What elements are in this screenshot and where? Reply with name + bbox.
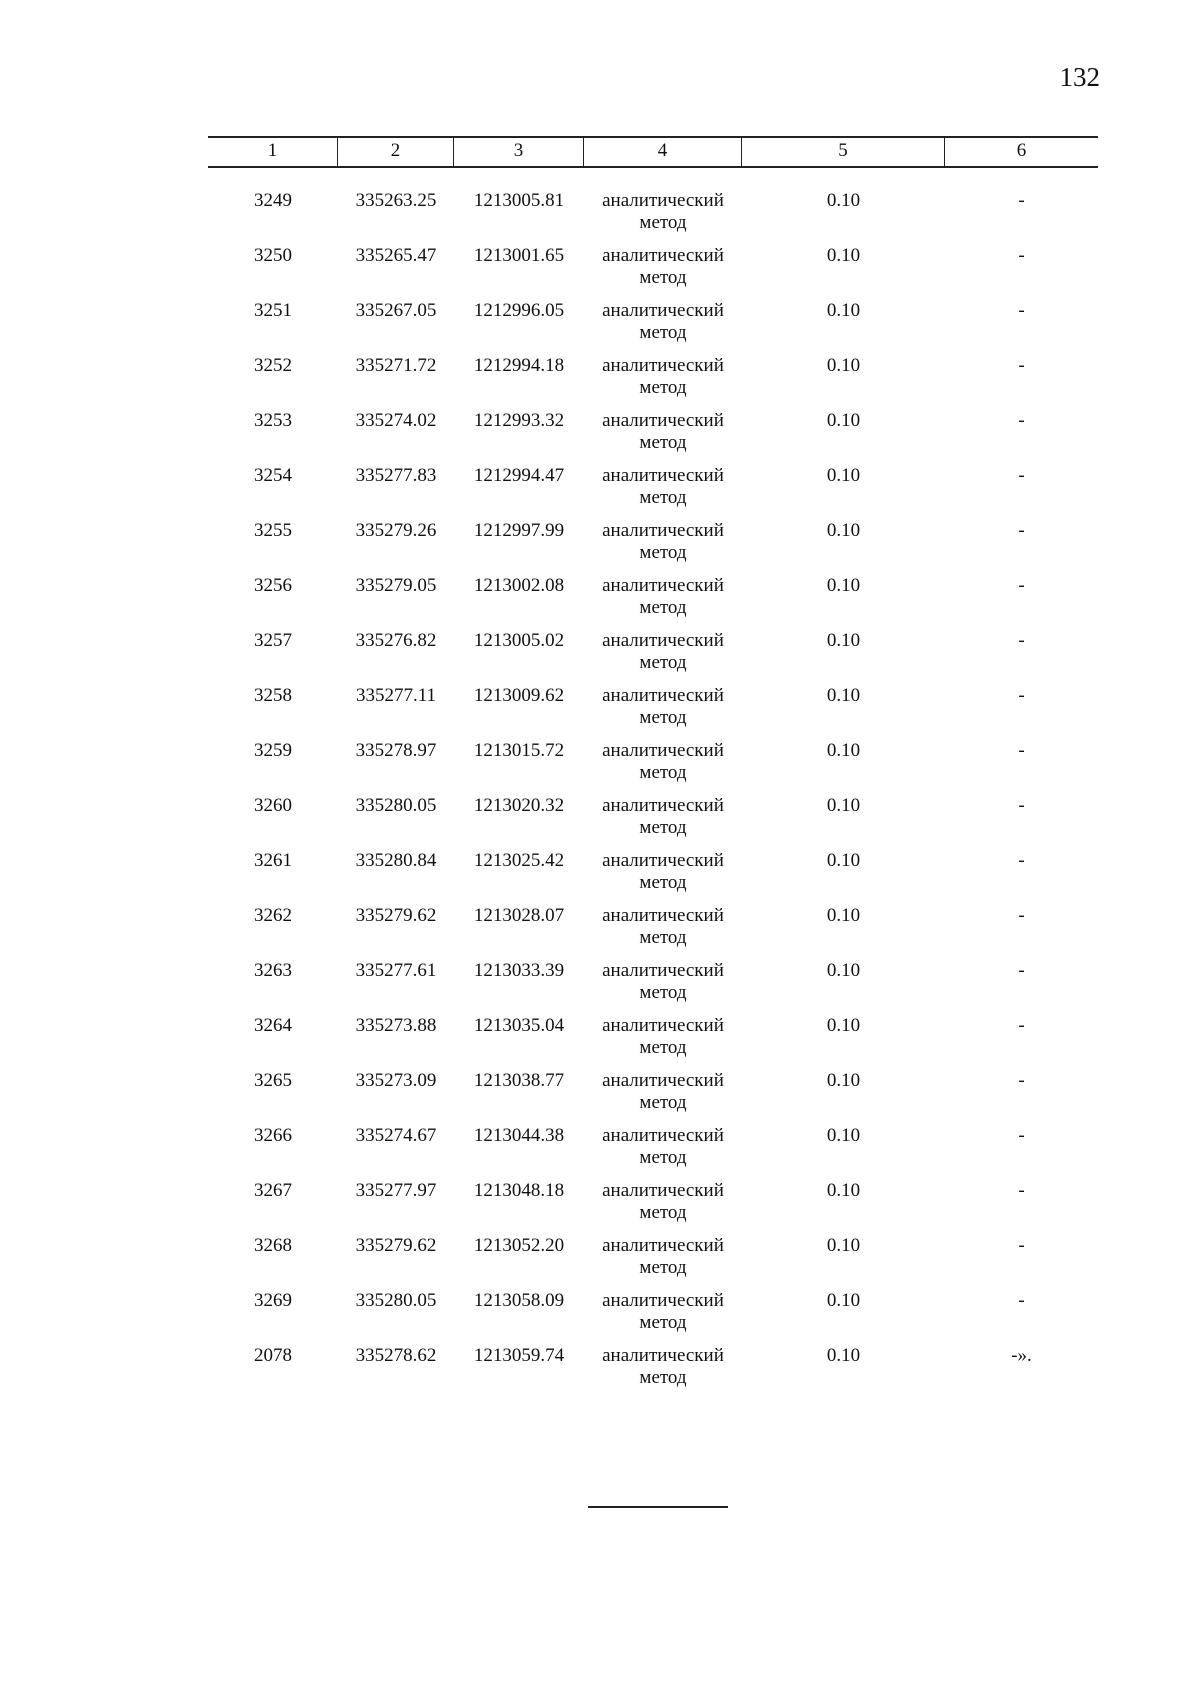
table-row [208,520,1098,575]
point-number: 3265 [254,1070,292,1091]
precision: 0.10 [826,960,861,981]
method-line-1: аналитический [602,905,724,926]
coord-x: 335265.47 [355,245,437,266]
coord-x: 335279.62 [355,905,437,926]
method-line-2: метод [639,1147,687,1168]
method-cell [584,630,742,685]
method-line-2: метод [639,432,687,453]
method-line-2: метод [639,1037,687,1058]
point-number: 3261 [254,850,292,871]
table-row [208,245,1098,300]
coord-x: 335276.82 [355,630,437,651]
precision: 0.10 [826,795,861,816]
coord-x: 335280.05 [355,1290,437,1311]
table-row [208,1070,1098,1125]
description: - [1018,905,1025,926]
precision: 0.10 [826,685,861,706]
coord-y: 1212994.18 [473,355,565,376]
table-row [208,355,1098,410]
method-line-1: аналитический [602,355,724,376]
table-row [208,905,1098,960]
method-line-1: аналитический [602,630,724,651]
point-number: 2078 [254,1345,292,1366]
method-line-2: метод [639,212,687,233]
coord-x: 335280.05 [355,795,437,816]
description: - [1018,960,1025,981]
method-line-1: аналитический [602,1290,724,1311]
description: - [1018,1180,1025,1201]
method-cell [584,355,742,410]
description: - [1018,190,1025,211]
table-row [208,630,1098,685]
description: - [1018,245,1025,266]
description: - [1018,740,1025,761]
precision: 0.10 [826,410,861,431]
method-line-2: метод [639,1367,687,1388]
point-number: 3258 [254,685,292,706]
coord-y: 1212993.32 [473,410,565,431]
precision: 0.10 [826,630,861,651]
precision: 0.10 [826,465,861,486]
header-col-5: 5 [742,138,945,166]
coord-x: 335278.97 [355,740,437,761]
method-line-2: метод [639,927,687,948]
point-number: 3254 [254,465,292,486]
coord-y: 1213002.08 [473,575,565,596]
method-line-1: аналитический [602,1345,724,1366]
precision: 0.10 [826,850,861,871]
method-cell [584,190,742,245]
point-number: 3264 [254,1015,292,1036]
method-line-1: аналитический [602,740,724,761]
table-row [208,410,1098,465]
table-row [208,300,1098,355]
precision: 0.10 [826,1070,861,1091]
method-cell [584,575,742,630]
coord-x: 335267.05 [355,300,437,321]
method-line-1: аналитический [602,850,724,871]
point-number: 3253 [254,410,292,431]
point-number: 3256 [254,575,292,596]
method-line-1: аналитический [602,575,724,596]
precision: 0.10 [826,575,861,596]
point-number: 3252 [254,355,292,376]
method-line-1: аналитический [602,960,724,981]
table-row [208,960,1098,1015]
method-line-1: аналитический [602,190,724,211]
method-line-2: метод [639,707,687,728]
coord-x: 335263.25 [355,190,437,211]
coord-y: 1213038.77 [473,1070,565,1091]
description: - [1018,1015,1025,1036]
method-line-1: аналитический [602,795,724,816]
method-cell [584,1235,742,1290]
method-line-2: метод [639,762,687,783]
description: -». [1011,1345,1032,1366]
method-line-1: аналитический [602,1070,724,1091]
point-number: 3259 [254,740,292,761]
method-line-2: метод [639,1202,687,1223]
table-row [208,1235,1098,1290]
coord-y: 1212996.05 [473,300,565,321]
precision: 0.10 [826,245,861,266]
coord-y: 1212994.47 [473,465,565,486]
method-cell [584,245,742,300]
table-row [208,575,1098,630]
description: - [1018,520,1025,541]
point-number: 3250 [254,245,292,266]
coord-y: 1213001.65 [473,245,565,266]
precision: 0.10 [826,1180,861,1201]
coord-x: 335277.97 [355,1180,437,1201]
coord-x: 335279.05 [355,575,437,596]
method-line-1: аналитический [602,520,724,541]
table-row [208,1015,1098,1070]
description: - [1018,1125,1025,1146]
table-row [208,1345,1098,1400]
table-row [208,1290,1098,1345]
point-number: 3249 [254,190,292,211]
method-line-1: аналитический [602,465,724,486]
header-col-6: 6 [1016,140,1027,161]
description: - [1018,575,1025,596]
coord-y: 1213048.18 [473,1180,565,1201]
precision: 0.10 [826,740,861,761]
method-line-1: аналитический [602,410,724,431]
method-cell [584,795,742,850]
point-number: 3266 [254,1125,292,1146]
precision: 0.10 [826,1015,861,1036]
table-row [208,740,1098,795]
method-cell [584,465,742,520]
table-row [208,795,1098,850]
coord-x: 335274.67 [355,1125,437,1146]
coord-y: 1213028.07 [473,905,565,926]
end-rule [588,1506,728,1508]
coord-x: 335279.26 [355,520,437,541]
coord-y: 1213005.81 [473,190,565,211]
precision: 0.10 [826,1235,861,1256]
coord-x: 335279.62 [355,1235,437,1256]
method-line-1: аналитический [602,1235,724,1256]
header-col-2: 2 [338,138,454,166]
coord-y: 1213009.62 [473,685,565,706]
method-cell [584,740,742,795]
precision: 0.10 [826,1345,861,1366]
precision: 0.10 [826,1290,861,1311]
coord-y: 1213020.32 [473,795,565,816]
coord-x: 335277.61 [355,960,437,981]
table-row [208,190,1098,245]
table-row [208,850,1098,905]
coord-y: 1213059.74 [473,1345,565,1366]
method-line-2: метод [639,982,687,1003]
point-number: 3260 [254,795,292,816]
method-line-1: аналитический [602,1180,724,1201]
table-row [208,1125,1098,1180]
coord-x: 335271.72 [355,355,437,376]
description: - [1018,685,1025,706]
point-number: 3251 [254,300,292,321]
method-line-1: аналитический [602,300,724,321]
point-number: 3263 [254,960,292,981]
method-cell [584,520,742,575]
method-line-2: метод [639,377,687,398]
coord-y: 1212997.99 [473,520,565,541]
method-line-2: метод [639,322,687,343]
table-body [208,190,1098,1400]
precision: 0.10 [826,905,861,926]
method-line-2: метод [639,817,687,838]
table-header [208,136,1098,168]
header-col-1: 1 [208,138,338,166]
table-row [208,1180,1098,1235]
description: - [1018,795,1025,816]
point-number: 3255 [254,520,292,541]
method-line-2: метод [639,872,687,893]
precision: 0.10 [826,300,861,321]
method-cell [584,410,742,465]
coord-x: 335273.09 [355,1070,437,1091]
coord-y: 1213005.02 [473,630,565,651]
coord-x: 335277.11 [355,685,437,706]
coord-y: 1213035.04 [473,1015,565,1036]
coord-y: 1213052.20 [473,1235,565,1256]
method-line-2: метод [639,652,687,673]
coord-y: 1213015.72 [473,740,565,761]
coord-x: 335280.84 [355,850,437,871]
precision: 0.10 [826,355,861,376]
precision: 0.10 [826,1125,861,1146]
table-row [208,465,1098,520]
description: - [1018,850,1025,871]
description: - [1018,300,1025,321]
coord-x: 335274.02 [355,410,437,431]
coord-x: 335277.83 [355,465,437,486]
description: - [1018,410,1025,431]
description: - [1018,1235,1025,1256]
method-line-2: метод [639,542,687,563]
method-line-2: метод [639,487,687,508]
method-line-1: аналитический [602,1125,724,1146]
coord-x: 335278.62 [355,1345,437,1366]
method-cell [584,685,742,740]
coord-y: 1213044.38 [473,1125,565,1146]
method-cell [584,1180,742,1235]
header-col-3: 3 [454,138,584,166]
coord-y: 1213033.39 [473,960,565,981]
method-cell [584,850,742,905]
description: - [1018,630,1025,651]
table-row [208,685,1098,740]
method-cell [584,1290,742,1345]
method-line-2: метод [639,1257,687,1278]
method-cell [584,905,742,960]
method-line-1: аналитический [602,685,724,706]
point-number: 3269 [254,1290,292,1311]
point-number: 3268 [254,1235,292,1256]
description: - [1018,465,1025,486]
method-line-2: метод [639,1312,687,1333]
coord-y: 1213058.09 [473,1290,565,1311]
precision: 0.10 [826,190,861,211]
method-cell [584,1015,742,1070]
method-line-2: метод [639,1092,687,1113]
precision: 0.10 [826,520,861,541]
header-col-4: 4 [584,138,742,166]
method-cell [584,1345,742,1400]
method-line-2: метод [639,267,687,288]
point-number: 3267 [254,1180,292,1201]
description: - [1018,1070,1025,1091]
point-number: 3262 [254,905,292,926]
method-line-1: аналитический [602,245,724,266]
method-line-2: метод [639,597,687,618]
method-cell [584,1125,742,1180]
method-line-1: аналитический [602,1015,724,1036]
description: - [1018,355,1025,376]
point-number: 3257 [254,630,292,651]
method-cell [584,960,742,1015]
method-cell [584,1070,742,1125]
coord-y: 1213025.42 [473,850,565,871]
description: - [1018,1290,1025,1311]
coord-x: 335273.88 [355,1015,437,1036]
page-number: 132 [1059,62,1100,92]
method-cell [584,300,742,355]
